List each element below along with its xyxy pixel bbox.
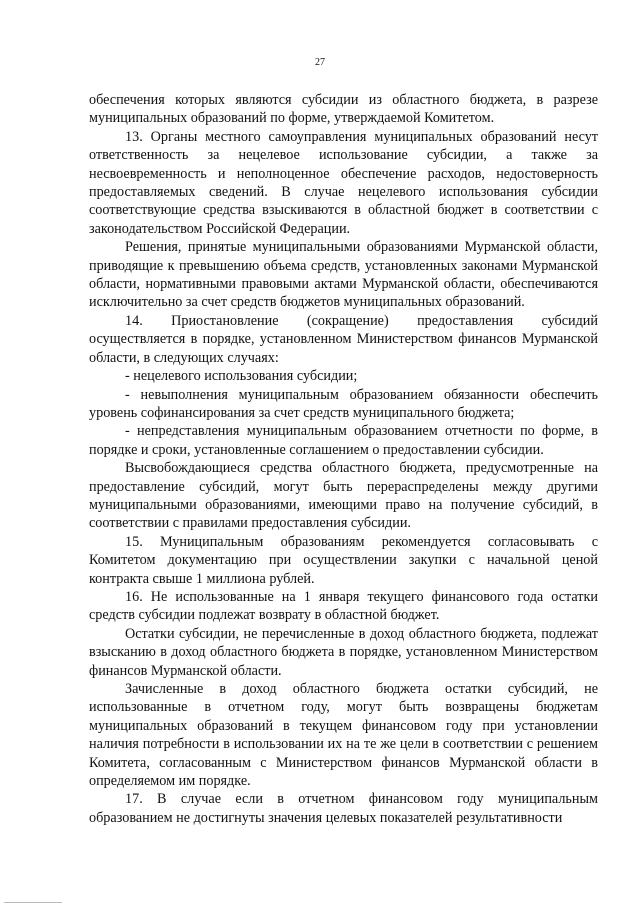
list-item-cofinancing: - невыполнения муниципальным образованием обязанности обеспечить уровень софинансирования за счет средств муниципального бюджета; (89, 386, 598, 421)
list-item-misuse: - нецелевого использования субсидии; (125, 368, 358, 385)
paragraph-13: 13. Органы местного самоуправления муниципальных образований несут ответственность за нецелевое использование субсидии, а также за несвоевременность и неполноценное обеспечение расходов, недостоверность предоставляемых сведений. В случае нецелевого использования субсидии соответствующие средства взыскиваются в областной бюджет в соответствии с законодательством Российской Федерации. (89, 128, 598, 237)
scan-edge-mark (4, 902, 62, 903)
paragraph-remaining-balances: Остатки субсидии, не перечисленные в доход областного бюджета, подлежат взысканию в доход областного бюджета в порядке, установленном Министерством финансов Мурманской области. (89, 625, 598, 679)
paragraph-15: 15. Муниципальным образованиям рекомендуется согласовывать с Комитетом документацию при осуществлении закупки с начальной ценой контракта свыше 1 миллиона рублей. (89, 533, 598, 587)
paragraph-released-funds: Высвобождающиеся средства областного бюджета, предусмотренные на предоставление субсидий, могут быть перераспределены между другими муниципальными образованиями, имеющими право на получение субсидий, в соответствии с правилами предоставления субсидии. (89, 460, 598, 532)
page-number: 27 (315, 57, 325, 68)
paragraph-continuation: обеспечения которых являются субсидии из областного бюджета, в разрезе муниципальных образований по форме, утверждаемой Комитетом. (89, 92, 598, 127)
paragraph-credited-balances: Зачисленные в доход областного бюджета остатки субсидий, не использованные в отчетном году, могут быть возвращены бюджетам муниципальных образований в текущем финансовом году при установлении наличия потребности в использовании их на те же цели в соответствии с решением Комитета, согласованным с Министерством финансов Мурманской области в определяемом им порядке. (89, 681, 598, 790)
paragraph-decisions: Решения, принятые муниципальными образованиями Мурманской области, приводящие к превышению объема средств, установленных законами Мурманской области, нормативными правовыми актами Мурманской области, обеспечиваются исключительно за счет средств бюджетов муниципальных образований. (89, 239, 598, 311)
list-item-reporting: - непредставления муниципальным образованием отчетности по форме, в порядке и сроки, установленные соглашением о предоставлении субсидии. (89, 423, 598, 458)
paragraph-17: 17. В случае если в отчетном финансовом году муниципальным образованием не достигнуты значения целевых показателей результативности (89, 791, 598, 826)
paragraph-14: 14. Приостановление (сокращение) предоставления субсидий осуществляется в порядке, установленном Министерством финансов Мурманской области, в следующих случаях: (89, 312, 598, 366)
paragraph-16: 16. Не использованные на 1 января текущего финансового года остатки средств субсидии подлежат возврату в областной бюджет. (89, 588, 598, 624)
document-body (89, 91, 598, 827)
